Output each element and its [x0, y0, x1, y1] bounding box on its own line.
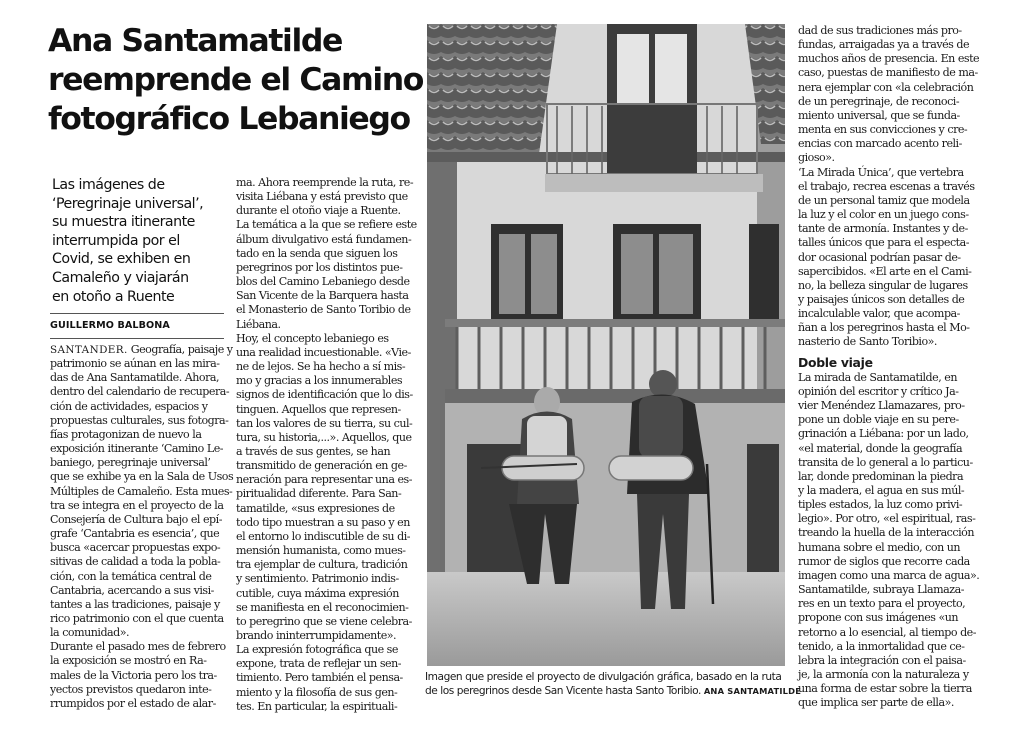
subhead-line: Las imágenes de — [52, 177, 165, 193]
subhead-line: Camaleño y viajarán — [52, 269, 189, 286]
body-text-line: álbum divulgativo está fundamen- — [236, 232, 412, 246]
body-text-line: baniego, peregrinaje universal’ — [50, 456, 211, 470]
body-text: Geografía, paisaje y — [130, 343, 233, 356]
body-text-line: neración para representar una es- — [236, 473, 412, 487]
body-text-line: grinación a Liébana: por un lado, — [798, 427, 969, 441]
body-text-line: no, la belleza singular de lugares — [798, 278, 968, 292]
section-subtitle: Doble viaje — [798, 354, 873, 370]
body-text-line: brando ininterrumpidamente». — [236, 629, 397, 642]
body-text-line: patrimonio se aúnan en las mira- — [50, 357, 220, 371]
body-text-line: San Vicente de la Barquera hasta — [236, 289, 409, 303]
body-text-line: rrumpidos por el estado de alar- — [50, 696, 216, 710]
pilgrims-photo-illustration — [427, 24, 785, 666]
body-text-line: fías protagonizan de nuevo la — [50, 427, 202, 441]
photo-caption — [425, 670, 802, 698]
body-text-line: la luz y el color en un juego cons- — [798, 208, 969, 222]
body-text-line: caso, puestas de manifiesto de ma- — [798, 66, 978, 80]
body-text-line: ma. Ahora reemprende la ruta, re- — [236, 176, 414, 189]
body-text-line: opinión del escritor y crítico Ja- — [798, 384, 959, 398]
body-text-line: tura, su historia,...». Aquellos, que — [236, 430, 412, 444]
subhead-line: su muestra itinerante — [52, 214, 195, 231]
body-text-line: propuestas culturales, sus fotogra- — [50, 413, 229, 427]
body-text-line: encias con marcado acento reli- — [798, 137, 962, 151]
body-text-line: piritualidad diferente. Para San- — [236, 487, 402, 501]
body-text-line: mo y gracias a los innumerables — [236, 374, 403, 388]
body-text-line: humana sobre el medio, con un — [798, 540, 961, 554]
headline-line: fotográfico Lebaniego — [48, 101, 410, 137]
dateline-city: SANTANDER. — [50, 344, 128, 356]
body-text-line: sitivas de calidad a toda la pobla- — [50, 555, 221, 569]
headline — [48, 22, 424, 139]
body-text-line: ‘La Mirada Única’, que vertebra — [798, 165, 964, 179]
body-text-line: retorno a lo esencial, al tiempo de- — [798, 625, 976, 639]
body-text-line: ción, con la temática central de — [50, 569, 212, 583]
body-text-line: tan los valores de su tierra, su cul- — [236, 416, 413, 430]
photo-credit: ANA SANTAMATILDE — [703, 686, 802, 697]
body-text-line: sapercibidos. «El arte en el Cami- — [798, 264, 972, 278]
body-text-line: yectos previstos quedaron inte- — [50, 682, 212, 696]
body-text-line: imagen como una marca de agua». — [798, 568, 980, 582]
body-text-line: una forma de estar sobre la tierra — [798, 682, 972, 696]
body-text-line: muchos años de presencia. En este — [798, 52, 980, 66]
body-text-line: gioso». — [798, 151, 835, 165]
body-text-line: La mirada de Santamatilde, en — [798, 370, 957, 384]
body-text-line: ne de lejos. Se ha hecho a sí mis- — [236, 360, 406, 374]
byline: GUILLERMO BALBONA — [50, 320, 170, 331]
body-text-line: durante el otoño viaje a Ruente. — [236, 204, 401, 218]
body-text-line: todo tipo muestran a su paso y en — [236, 515, 410, 529]
body-text-line: Consejería de Cultura bajo el epí- — [50, 512, 222, 526]
body-text-line: Múltiples de Camaleño. Esta mues- — [50, 484, 233, 498]
body-text-line: y la madera, el agua en sus múl- — [798, 484, 965, 497]
body-text-line: a través de sus gentes, se han — [236, 444, 391, 458]
body-text-line: visita Liébana y está previsto que — [236, 190, 408, 204]
body-text-line: cutible, cuya máxima expresión — [236, 586, 399, 600]
body-text-line: tra se integra en el proyecto de la — [50, 498, 224, 512]
body-text-line: La expresión fotográfica que se — [236, 643, 398, 657]
caption-line — [425, 684, 802, 698]
article-photo — [427, 24, 785, 666]
body-text-line: tes. En particular, la espirituali- — [236, 699, 398, 713]
caption-text: de los peregrinos desde San Vicente hasta Santo Toribio. — [425, 685, 701, 698]
body-text-line: transmitido de generación en ge- — [236, 459, 407, 473]
body-text-line: res en un texto para el proyecto, — [798, 597, 966, 611]
article-column-1 — [50, 343, 233, 711]
body-text-line: y sentimiento. Patrimonio indis- — [236, 572, 399, 586]
body-text-line: nera ejemplar con «la celebración — [798, 80, 974, 94]
headline-line: reemprende el Camino — [48, 62, 424, 98]
byline-rule-bottom — [50, 338, 224, 339]
body-text-line: ñan a los peregrinos hasta el Mo- — [798, 321, 970, 335]
body-text-line: dor ocasional podrían pasar de- — [798, 250, 961, 264]
body-text-line: grafe ‘Cantabria es esencia’, que — [50, 527, 220, 541]
body-text-line: busca «acercar propuestas expo- — [50, 541, 221, 555]
body-text-line: lebra la integración con el paisa- — [798, 653, 966, 667]
body-text-line: das de Ana Santamatilde. Ahora, — [50, 371, 220, 385]
body-text-line: tiples estados, la luz como privi- — [798, 498, 963, 512]
body-text-line: incalculable valor, que acompa- — [798, 307, 960, 321]
body-text-line: la comunidad». — [50, 626, 130, 640]
body-text-line: una realidad incuestionable. «Vie- — [236, 345, 411, 359]
body-text-line: de un peregrinaje, de reconoci- — [798, 94, 960, 108]
body-text-line: legio». Por otro, «el espiritual, ras- — [798, 512, 976, 526]
body-text-line: miento universal, que se funda- — [798, 108, 960, 122]
body-text-line: Santamatilde, subraya Llamaza- — [798, 583, 964, 597]
body-text-line: talles únicos que para el especta- — [798, 236, 969, 250]
body-text-line: tenido, a la inmortalidad que ce- — [798, 639, 965, 653]
body-text-line: el entorno lo indiscutible de su di- — [236, 529, 410, 543]
body-text-line: rumor de siglos que recorre cada — [798, 554, 970, 568]
subhead-line: Covid, se exhiben en — [52, 251, 191, 268]
caption-line: Imagen que preside el proyecto de divulgación gráfica, basado en la ruta — [425, 671, 782, 683]
body-text-line: exposición itinerante ‘Camino Le- — [50, 442, 224, 456]
subheadline — [52, 176, 228, 306]
subhead-line: ‘Peregrinaje universal’, — [52, 195, 204, 212]
body-text-line: y paisajes únicos son detalles de — [798, 292, 965, 306]
body-text-line: peregrinos por los distintos pue- — [236, 260, 403, 274]
body-text-line: males de la Victoria pero los tra- — [50, 668, 217, 682]
body-text-line: menta en sus convicciones y cre- — [798, 123, 968, 137]
body-text-line: que implica ser parte de ella». — [798, 696, 954, 710]
body-text-line: el Monasterio de Santo Toribio de — [236, 303, 411, 317]
body-text-line: blos del Camino Lebaniego desde — [236, 275, 410, 289]
body-text-line: nasterio de Santo Toribio». — [798, 335, 937, 349]
body-text-line: to peregrino que se viene celebra- — [236, 614, 412, 628]
body-text-line: se manifiesta en el reconocimien- — [236, 600, 409, 614]
body-text-line: ción de actividades, espacios y — [50, 399, 208, 413]
body-text-line: pone un doble viaje en su pere- — [798, 413, 959, 427]
body-text-line: tamatilde, «sus expresiones de — [236, 501, 395, 515]
body-text-line: tinguen. Aquellos que represen- — [236, 402, 401, 416]
body-text-line: la exposición se mostró en Ra- — [50, 654, 207, 668]
body-text-line: tra ejemplar de cultura, tradición — [236, 558, 408, 572]
body-text-line: Cantabria, acercando a sus visi- — [50, 583, 214, 597]
body-text-line: signos de identificación que lo dis- — [236, 388, 413, 402]
body-text-line: dad de sus tradiciones más pro- — [798, 24, 962, 37]
body-text-line: que se exhibe ya en la Sala de Usos — [50, 470, 234, 484]
body-text-line: el trabajo, recrea escenas a través — [798, 179, 975, 193]
body-text-line: timiento. Pero también el pensa- — [236, 671, 403, 685]
body-text-line: Liébana. — [236, 317, 281, 331]
body-text-line: transita de lo general a lo particu- — [798, 455, 973, 469]
subhead-line: interrumpida por el — [52, 232, 180, 249]
body-text-line: miento y la filosofía de sus gen- — [236, 685, 398, 699]
body-text-line: je, la armonía con la naturaleza y — [798, 668, 969, 682]
body-text-line: tantes a las tradiciones, paisaje y — [50, 597, 220, 611]
body-text-line: dentro del calendario de recupera- — [50, 385, 230, 399]
subhead-line: en otoño a Ruente — [52, 288, 175, 305]
byline-rule-top — [50, 313, 224, 314]
body-text-line: tante de armonía. Instantes y de- — [798, 222, 968, 236]
body-text-line: Hoy, el concepto lebaniego es — [236, 331, 389, 345]
body-text-line: mensión humanista, como mues- — [236, 544, 406, 558]
body-text-line: tado en la senda que siguen los — [236, 246, 398, 260]
body-text-line: lar, donde predominan la piedra — [798, 469, 964, 483]
body-text-line: propone con sus imágenes «un — [798, 611, 959, 625]
body-text-line — [50, 343, 233, 357]
body-text-line: rico patrimonio con el que cuenta — [50, 611, 224, 625]
body-text-line: Durante el pasado mes de febrero — [50, 640, 226, 654]
body-text-line: vier Menéndez Llamazares, pro- — [798, 399, 965, 413]
article-column-4 — [798, 24, 979, 711]
body-text-line: de un personal tamiz que modela — [798, 193, 970, 207]
headline-line: Ana Santamatilde — [48, 23, 342, 59]
body-text-line: treando la huella de la interacción — [798, 526, 974, 540]
body-text-line: «el material, donde la geografía — [798, 441, 963, 455]
body-text-line: La temática a la que se refiere este — [236, 218, 417, 232]
body-text-line: expone, trata de reflejar un sen- — [236, 657, 401, 671]
body-text-line: fundas, arraigadas ya a través de — [798, 38, 970, 52]
article-column-2 — [236, 176, 417, 714]
